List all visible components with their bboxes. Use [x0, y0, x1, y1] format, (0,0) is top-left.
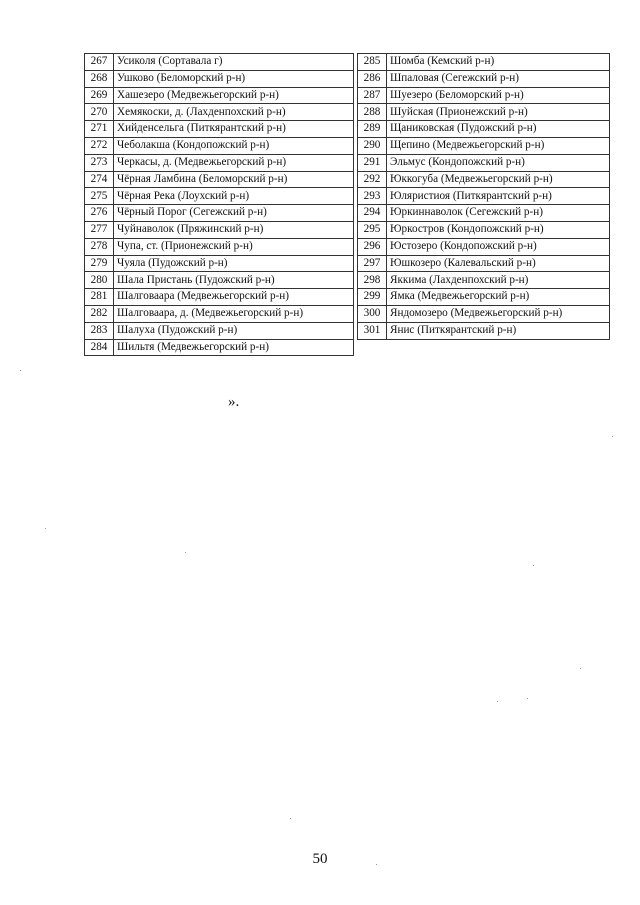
- place-name: Юркиннаволок (Сегежский р-н): [387, 205, 610, 222]
- row-number: 292: [358, 171, 387, 188]
- row-number: 278: [85, 238, 114, 255]
- row-number: 289: [358, 121, 387, 138]
- place-name: Чёрный Порог (Сегежский р-н): [114, 205, 354, 222]
- table-row: [358, 322, 610, 339]
- table-row: [85, 221, 354, 238]
- table-row: [85, 205, 354, 222]
- place-name: Юккогуба (Медвежьегорский р-н): [387, 171, 610, 188]
- row-number: 267: [85, 54, 114, 71]
- table-row: [358, 255, 610, 272]
- place-name: Ушково (Беломорский р-н): [114, 70, 354, 87]
- row-number: 297: [358, 255, 387, 272]
- row-number: 275: [85, 188, 114, 205]
- table-row: [85, 70, 354, 87]
- scan-speck: [20, 370, 21, 371]
- scan-speck: [185, 552, 186, 553]
- place-name: Юркостров (Кондопожский р-н): [387, 221, 610, 238]
- row-number: 276: [85, 205, 114, 222]
- row-number: 287: [358, 87, 387, 104]
- table-row: [358, 121, 610, 138]
- row-number: 281: [85, 289, 114, 306]
- table-row: [358, 188, 610, 205]
- place-name: Шильтя (Медвежьегорский р-н): [114, 339, 354, 356]
- row-number: 268: [85, 70, 114, 87]
- table-row: [358, 171, 610, 188]
- table-row: [85, 339, 354, 356]
- table-row: [85, 188, 354, 205]
- table-row: [85, 137, 354, 154]
- page-number: 50: [312, 851, 328, 867]
- row-number: 301: [358, 322, 387, 339]
- table-row: [85, 87, 354, 104]
- closing-quote-mark: ».: [228, 394, 240, 410]
- place-name: Шала Пристань (Пудожский р-н): [114, 272, 354, 289]
- table-row: [358, 87, 610, 104]
- table-row: [358, 221, 610, 238]
- table-row: [85, 305, 354, 322]
- table-row: [358, 154, 610, 171]
- place-name: Усиколя (Сортавала г): [114, 54, 354, 71]
- row-number: 296: [358, 238, 387, 255]
- place-list-left-body: [85, 54, 354, 356]
- row-number: 272: [85, 137, 114, 154]
- row-number: 298: [358, 272, 387, 289]
- scan-speck: [376, 864, 377, 865]
- place-name: Черкасы, д. (Медвежьегорский р-н): [114, 154, 354, 171]
- table-row: [85, 272, 354, 289]
- row-number: 273: [85, 154, 114, 171]
- table-row: [85, 255, 354, 272]
- row-number: 279: [85, 255, 114, 272]
- place-name: Шомба (Кемский р-н): [387, 54, 610, 71]
- place-list-table-left: [84, 53, 354, 356]
- table-row: [358, 54, 610, 71]
- row-number: 285: [358, 54, 387, 71]
- place-name: Юстозеро (Кондопожский р-н): [387, 238, 610, 255]
- row-number: 282: [85, 305, 114, 322]
- row-number: 274: [85, 171, 114, 188]
- place-name: Чуяла (Пудожский р-н): [114, 255, 354, 272]
- row-number: 288: [358, 104, 387, 121]
- place-name: Шпаловая (Сегежский р-н): [387, 70, 610, 87]
- place-name: Щепино (Медвежьегорский р-н): [387, 137, 610, 154]
- place-name: Чеболакша (Кондопожский р-н): [114, 137, 354, 154]
- row-number: 284: [85, 339, 114, 356]
- row-number: 286: [358, 70, 387, 87]
- table-row: [85, 121, 354, 138]
- table-row: [358, 305, 610, 322]
- table-row: [85, 238, 354, 255]
- table-row: [358, 104, 610, 121]
- table-row: [358, 205, 610, 222]
- place-list-right-body: [358, 54, 610, 340]
- place-name: Чупа, ст. (Прионежский р-н): [114, 238, 354, 255]
- place-list-table-right: [357, 53, 610, 340]
- scan-speck: [612, 436, 613, 437]
- row-number: 293: [358, 188, 387, 205]
- scan-speck: [497, 701, 498, 702]
- table-row: [358, 70, 610, 87]
- row-number: 269: [85, 87, 114, 104]
- table-row: [85, 322, 354, 339]
- row-number: 294: [358, 205, 387, 222]
- row-number: 291: [358, 154, 387, 171]
- scan-speck: [580, 668, 581, 669]
- place-name: Эльмус (Кондопожский р-н): [387, 154, 610, 171]
- table-row: [85, 104, 354, 121]
- place-name: Шалуха (Пудожский р-н): [114, 322, 354, 339]
- place-name: Чёрная Ламбина (Беломорский р-н): [114, 171, 354, 188]
- table-row: [358, 137, 610, 154]
- place-name: Чёрная Река (Лоухский р-н): [114, 188, 354, 205]
- table-row: [85, 54, 354, 71]
- place-name: Шуйская (Прионежский р-н): [387, 104, 610, 121]
- row-number: 295: [358, 221, 387, 238]
- place-name: Хашезеро (Медвежьегорский р-н): [114, 87, 354, 104]
- place-name: Шуезеро (Беломорский р-н): [387, 87, 610, 104]
- place-name: Яккима (Лахденпохский р-н): [387, 272, 610, 289]
- table-row: [358, 238, 610, 255]
- row-number: 277: [85, 221, 114, 238]
- table-row: [358, 272, 610, 289]
- place-name: Шалговаара (Медвежьегорский р-н): [114, 289, 354, 306]
- place-name: Ямка (Медвежьегорский р-н): [387, 289, 610, 306]
- scan-speck: [527, 698, 528, 699]
- place-name: Хийденсельга (Питкярантский р-н): [114, 121, 354, 138]
- place-name: Юшкозеро (Калевальский р-н): [387, 255, 610, 272]
- place-name: Шалговаара, д. (Медвежьегорский р-н): [114, 305, 354, 322]
- place-name: Юляристиоя (Питкярантский р-н): [387, 188, 610, 205]
- table-row: [85, 154, 354, 171]
- scan-speck: [45, 528, 46, 529]
- place-name: Щаниковская (Пудожский р-н): [387, 121, 610, 138]
- place-name: Яндомозеро (Медвежьегорский р-н): [387, 305, 610, 322]
- row-number: 299: [358, 289, 387, 306]
- scan-speck: [290, 818, 291, 819]
- row-number: 300: [358, 305, 387, 322]
- row-number: 290: [358, 137, 387, 154]
- table-row: [85, 171, 354, 188]
- place-name: Хемякоски, д. (Лахденпохский р-н): [114, 104, 354, 121]
- row-number: 283: [85, 322, 114, 339]
- row-number: 280: [85, 272, 114, 289]
- place-name: Чуйнаволок (Пряжинский р-н): [114, 221, 354, 238]
- scan-speck: [533, 565, 534, 566]
- place-name: Янис (Питкярантский р-н): [387, 322, 610, 339]
- row-number: 270: [85, 104, 114, 121]
- table-row: [85, 289, 354, 306]
- row-number: 271: [85, 121, 114, 138]
- table-row: [358, 289, 610, 306]
